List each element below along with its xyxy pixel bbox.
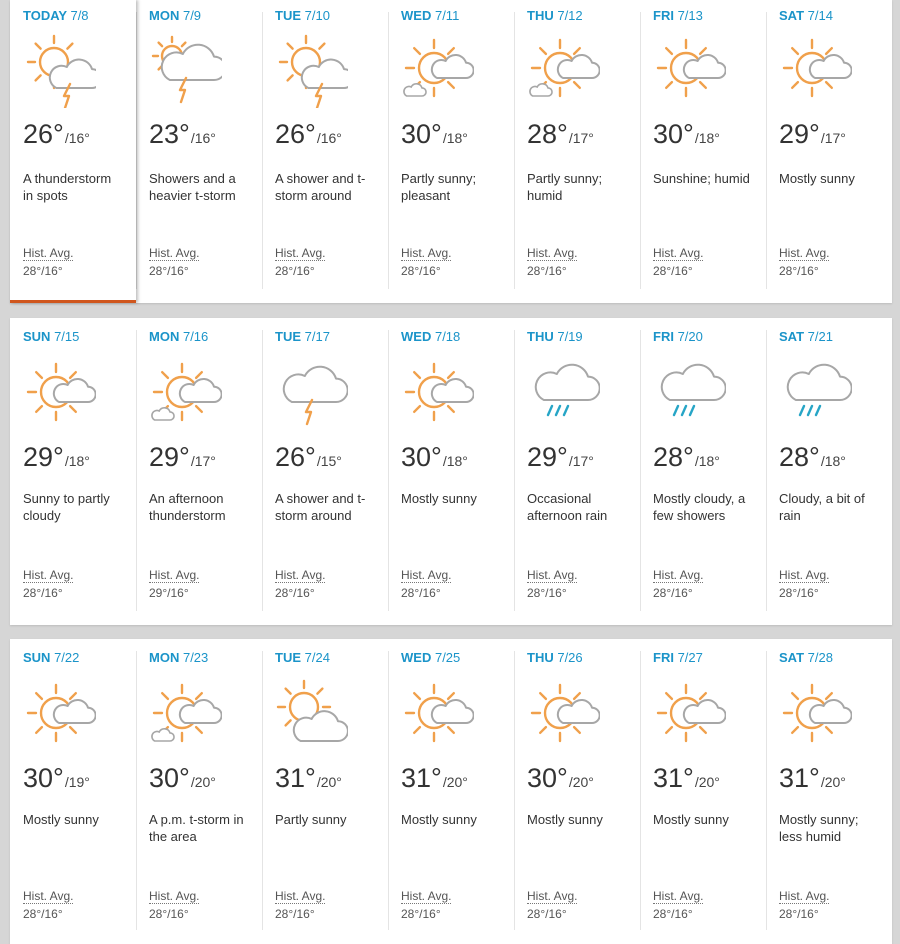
high-temp: 29° — [23, 442, 64, 472]
historical-average — [527, 887, 577, 923]
day-of-week: THU — [527, 329, 554, 344]
historical-average — [275, 566, 325, 602]
condition-text: Cloudy, a bit of rain — [779, 491, 865, 523]
forecast-day-card[interactable] — [388, 639, 514, 944]
condition-text: Mostly sunny — [653, 812, 729, 827]
day-of-week: SAT — [779, 8, 805, 23]
temperature — [653, 442, 720, 473]
low-temp: /20° — [442, 774, 468, 790]
historical-average — [149, 244, 199, 280]
condition-text: A shower and t-storm around — [275, 491, 366, 523]
hist-avg-value: 28°/16° — [779, 586, 819, 600]
hist-avg-label: Hist. Avg. — [527, 889, 578, 903]
day-label — [653, 8, 703, 23]
hist-avg-label: Hist. Avg. — [653, 568, 704, 582]
condition-text: Mostly sunny — [401, 491, 477, 506]
hist-avg-label: Hist. Avg. — [275, 246, 326, 260]
high-temp: 26° — [275, 442, 316, 472]
low-temp: /20° — [820, 774, 846, 790]
high-temp: 29° — [527, 442, 568, 472]
hist-avg-label: Hist. Avg. — [275, 568, 326, 582]
hist-avg-label: Hist. Avg. — [527, 568, 578, 582]
hist-avg-value: 28°/16° — [779, 264, 819, 278]
high-temp: 26° — [275, 119, 316, 149]
condition-text: Mostly sunny — [779, 171, 855, 186]
day-of-week: TUE — [275, 329, 301, 344]
rain-icon — [524, 356, 600, 432]
day-of-week: FRI — [653, 8, 674, 23]
low-temp: /16° — [64, 130, 90, 146]
temperature — [275, 442, 342, 473]
temperature — [401, 763, 468, 794]
mostly-sunny-icon — [776, 677, 852, 753]
forecast-week-1 — [10, 0, 892, 303]
forecast-day-card[interactable] — [766, 639, 892, 944]
temperature — [401, 442, 468, 473]
day-date: 7/26 — [557, 650, 583, 665]
day-label — [527, 329, 583, 344]
day-label — [527, 650, 583, 665]
day-of-week: MON — [149, 329, 180, 344]
condition-text: Showers and a heavier t-storm — [149, 171, 236, 203]
hist-avg-label: Hist. Avg. — [149, 568, 200, 582]
condition-text: Mostly cloudy, a few showers — [653, 491, 746, 523]
partly-sunny-icon — [146, 677, 222, 753]
high-temp: 31° — [401, 763, 442, 793]
low-temp: /18° — [442, 453, 468, 469]
day-of-week: SAT — [779, 650, 805, 665]
hist-avg-label: Hist. Avg. — [23, 568, 74, 582]
hist-avg-value: 28°/16° — [149, 907, 189, 921]
low-temp: /18° — [820, 453, 846, 469]
day-date: 7/13 — [677, 8, 703, 23]
temperature — [275, 763, 342, 794]
historical-average — [23, 566, 73, 602]
temperature — [653, 763, 720, 794]
high-temp: 30° — [149, 763, 190, 793]
condition-text: A shower and t-storm around — [275, 171, 366, 203]
historical-average — [149, 887, 199, 923]
day-of-week: SUN — [23, 329, 51, 344]
day-label — [401, 329, 460, 344]
forecast-week-3 — [10, 639, 892, 944]
forecast-day-card[interactable] — [514, 0, 640, 303]
temperature — [401, 119, 468, 150]
day-label — [653, 650, 703, 665]
historical-average — [653, 244, 703, 280]
high-temp: 30° — [401, 119, 442, 149]
day-date: 7/18 — [434, 329, 461, 344]
rain-icon — [776, 356, 852, 432]
thunderstorm-icon — [272, 356, 348, 432]
forecast-day-card[interactable] — [262, 318, 388, 625]
day-date: 7/17 — [304, 329, 330, 344]
historical-average — [401, 887, 451, 923]
hist-avg-label: Hist. Avg. — [401, 568, 452, 582]
mostly-sunny-icon — [20, 356, 96, 432]
partly-sunny-icon — [524, 32, 600, 108]
hist-avg-value: 28°/16° — [275, 907, 315, 921]
high-temp: 30° — [653, 119, 694, 149]
day-of-week: WED — [401, 329, 432, 344]
hist-avg-value: 28°/16° — [401, 586, 441, 600]
day-label — [401, 650, 460, 665]
temperature — [23, 763, 90, 794]
condition-text: A thunderstorm in spots — [23, 171, 112, 203]
temperature — [23, 442, 90, 473]
historical-average — [779, 566, 829, 602]
hist-avg-value: 28°/16° — [275, 264, 315, 278]
day-of-week: SAT — [779, 329, 805, 344]
hist-avg-label: Hist. Avg. — [653, 246, 704, 260]
day-date: 7/25 — [434, 650, 461, 665]
high-temp: 28° — [779, 442, 820, 472]
mostly-sunny-icon — [650, 677, 726, 753]
day-of-week: WED — [401, 8, 432, 23]
day-date: 7/11 — [434, 8, 460, 23]
day-label — [149, 650, 208, 665]
day-label — [779, 329, 833, 344]
forecast-day-card[interactable] — [640, 318, 766, 625]
day-label — [23, 650, 79, 665]
day-label — [23, 8, 89, 23]
low-temp: /18° — [64, 453, 90, 469]
partly-sunny-icon — [398, 32, 474, 108]
day-date: 7/19 — [557, 329, 583, 344]
high-temp: 31° — [275, 763, 316, 793]
temperature — [527, 119, 594, 150]
forecast-day-card[interactable] — [262, 639, 388, 944]
sun-big-cloud-icon — [272, 677, 348, 753]
day-of-week: SUN — [23, 650, 51, 665]
low-temp: /18° — [694, 130, 720, 146]
day-label — [779, 8, 833, 23]
hist-avg-label: Hist. Avg. — [779, 568, 830, 582]
condition-text: Partly sunny; humid — [527, 171, 603, 203]
historical-average — [527, 244, 577, 280]
day-label — [527, 8, 583, 23]
hist-avg-label: Hist. Avg. — [23, 246, 74, 260]
day-of-week: FRI — [653, 329, 674, 344]
forecast-day-card[interactable] — [514, 639, 640, 944]
low-temp: /18° — [694, 453, 720, 469]
high-temp: 31° — [779, 763, 820, 793]
day-label — [23, 329, 79, 344]
day-label — [149, 8, 201, 23]
condition-text: Mostly sunny — [401, 812, 477, 827]
mostly-sunny-icon — [524, 677, 600, 753]
condition-text: Mostly sunny — [527, 812, 603, 827]
hist-avg-value: 28°/16° — [23, 907, 63, 921]
hist-avg-label: Hist. Avg. — [275, 889, 326, 903]
forecast-day-card[interactable] — [136, 639, 262, 944]
historical-average — [653, 887, 703, 923]
low-temp: /20° — [316, 774, 342, 790]
day-of-week: THU — [527, 8, 554, 23]
hist-avg-label: Hist. Avg. — [779, 889, 830, 903]
day-date: 7/12 — [557, 8, 583, 23]
day-label — [275, 650, 330, 665]
low-temp: /16° — [316, 130, 342, 146]
day-date: 7/8 — [70, 8, 89, 23]
day-of-week: TUE — [275, 650, 301, 665]
historical-average — [275, 244, 325, 280]
low-temp: /17° — [190, 453, 216, 469]
hist-avg-value: 28°/16° — [23, 586, 63, 600]
low-temp: /15° — [316, 453, 342, 469]
hist-avg-label: Hist. Avg. — [401, 246, 452, 260]
day-date: 7/10 — [304, 8, 330, 23]
hist-avg-label: Hist. Avg. — [149, 246, 200, 260]
hist-avg-value: 28°/16° — [401, 907, 441, 921]
rain-icon — [650, 356, 726, 432]
low-temp: /16° — [190, 130, 216, 146]
mostly-sunny-icon — [398, 677, 474, 753]
temperature — [527, 763, 594, 794]
forecast-week-2 — [10, 318, 892, 625]
low-temp: /20° — [694, 774, 720, 790]
condition-text: Mostly sunny — [23, 812, 99, 827]
hist-avg-value: 28°/16° — [527, 907, 567, 921]
low-temp: /17° — [568, 130, 594, 146]
day-date: 7/21 — [807, 329, 833, 344]
temperature — [23, 119, 90, 150]
historical-average — [527, 566, 577, 602]
hist-avg-label: Hist. Avg. — [23, 889, 74, 903]
temperature — [149, 119, 216, 150]
day-date: 7/20 — [677, 329, 703, 344]
low-temp: /20° — [190, 774, 216, 790]
high-temp: 28° — [653, 442, 694, 472]
hist-avg-label: Hist. Avg. — [149, 889, 200, 903]
hist-avg-value: 28°/16° — [779, 907, 819, 921]
hist-avg-value: 28°/16° — [527, 586, 567, 600]
high-temp: 23° — [149, 119, 190, 149]
day-date: 7/28 — [807, 650, 833, 665]
hist-avg-value: 28°/16° — [401, 264, 441, 278]
day-date: 7/27 — [677, 650, 703, 665]
historical-average — [779, 887, 829, 923]
day-of-week: TODAY — [23, 8, 67, 23]
condition-text: Partly sunny; pleasant — [401, 171, 477, 203]
day-date: 7/14 — [807, 8, 833, 23]
forecast-day-card[interactable] — [640, 639, 766, 944]
day-date: 7/22 — [54, 650, 80, 665]
day-of-week: THU — [527, 650, 554, 665]
day-of-week: MON — [149, 650, 180, 665]
condition-text: Sunshine; humid — [653, 171, 750, 186]
forecast-day-card[interactable] — [10, 639, 136, 944]
temperature — [779, 442, 846, 473]
historical-average — [779, 244, 829, 280]
forecast-day-card[interactable] — [766, 0, 892, 303]
day-of-week: FRI — [653, 650, 674, 665]
high-temp: 30° — [23, 763, 64, 793]
day-label — [653, 329, 703, 344]
forecast-day-today[interactable] — [10, 0, 136, 303]
hist-avg-label: Hist. Avg. — [779, 246, 830, 260]
temperature — [527, 442, 594, 473]
high-temp: 28° — [527, 119, 568, 149]
hist-avg-value: 28°/16° — [149, 264, 189, 278]
historical-average — [275, 887, 325, 923]
historical-average — [401, 244, 451, 280]
forecast-day-card[interactable] — [262, 0, 388, 303]
hist-avg-value: 28°/16° — [23, 264, 63, 278]
condition-text: An afternoon thunderstorm — [149, 491, 226, 523]
day-label — [149, 329, 208, 344]
historical-average — [653, 566, 703, 602]
condition-text: Mostly sunny; less humid — [779, 812, 859, 844]
day-label — [401, 8, 459, 23]
forecast-day-card[interactable] — [514, 318, 640, 625]
forecast-day-card[interactable] — [10, 318, 136, 625]
hist-avg-value: 28°/16° — [653, 264, 693, 278]
hist-avg-label: Hist. Avg. — [401, 889, 452, 903]
hist-avg-value: 28°/16° — [275, 586, 315, 600]
sun-cloud-storm-icon — [20, 32, 96, 108]
condition-text: A p.m. t-storm in the area — [149, 812, 244, 844]
low-temp: /17° — [820, 130, 846, 146]
day-label — [275, 8, 330, 23]
forecast-day-card[interactable] — [640, 0, 766, 303]
temperature — [653, 119, 720, 150]
high-temp: 30° — [401, 442, 442, 472]
mostly-sunny-icon — [776, 32, 852, 108]
historical-average — [401, 566, 451, 602]
day-of-week: WED — [401, 650, 432, 665]
forecast-day-card[interactable] — [136, 318, 262, 625]
temperature — [149, 442, 216, 473]
condition-text: Sunny to partly cloudy — [23, 491, 110, 523]
day-date: 7/15 — [54, 329, 80, 344]
low-temp: /20° — [568, 774, 594, 790]
day-date: 7/9 — [182, 8, 202, 23]
hist-avg-label: Hist. Avg. — [653, 889, 704, 903]
hist-avg-value: 28°/16° — [653, 586, 693, 600]
day-date: 7/23 — [182, 650, 209, 665]
day-of-week: MON — [149, 8, 180, 23]
hist-avg-value: 28°/16° — [653, 907, 693, 921]
forecast-day-card[interactable] — [388, 318, 514, 625]
low-temp: /18° — [442, 130, 468, 146]
day-label — [275, 329, 330, 344]
high-temp: 31° — [653, 763, 694, 793]
historical-average — [23, 887, 73, 923]
partly-sunny-icon — [146, 356, 222, 432]
day-date: 7/24 — [304, 650, 330, 665]
low-temp: /19° — [64, 774, 90, 790]
hist-avg-value: 29°/16° — [149, 586, 189, 600]
temperature — [149, 763, 216, 794]
high-temp: 29° — [149, 442, 190, 472]
forecast-day-card[interactable] — [766, 318, 892, 625]
day-date: 7/16 — [182, 329, 209, 344]
day-of-week: TUE — [275, 8, 301, 23]
high-temp: 29° — [779, 119, 820, 149]
forecast-day-card[interactable] — [136, 0, 262, 303]
mostly-sunny-icon — [398, 356, 474, 432]
forecast-day-card[interactable] — [388, 0, 514, 303]
high-temp: 30° — [527, 763, 568, 793]
high-temp: 26° — [23, 119, 64, 149]
sun-behind-storm-cloud-icon — [146, 32, 222, 108]
temperature — [779, 763, 846, 794]
hist-avg-value: 28°/16° — [527, 264, 567, 278]
condition-text: Occasional afternoon rain — [527, 491, 608, 523]
mostly-sunny-icon — [650, 32, 726, 108]
historical-average — [23, 244, 73, 280]
hist-avg-label: Hist. Avg. — [527, 246, 578, 260]
day-label — [779, 650, 833, 665]
low-temp: /17° — [568, 453, 594, 469]
condition-text: Partly sunny — [275, 812, 347, 827]
historical-average — [149, 566, 199, 602]
temperature — [275, 119, 342, 150]
temperature — [779, 119, 846, 150]
mostly-sunny-icon — [20, 677, 96, 753]
sun-cloud-storm-icon — [272, 32, 348, 108]
